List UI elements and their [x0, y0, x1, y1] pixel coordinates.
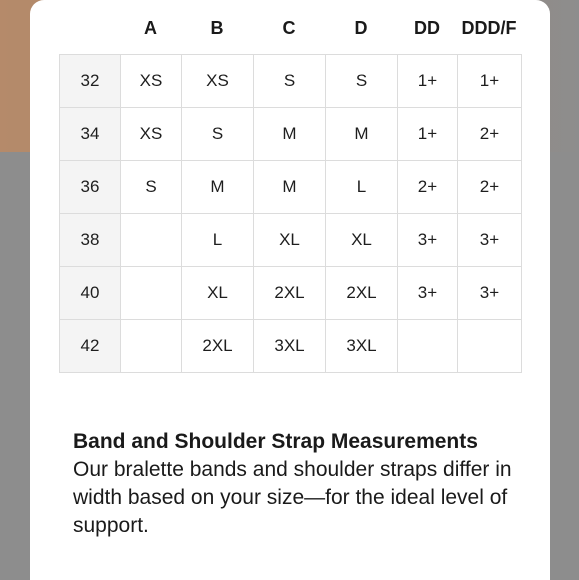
cup-header-row — [30, 14, 550, 42]
size-cell: XS — [121, 108, 182, 161]
table-row — [60, 320, 522, 373]
cup-header-dddf: DDD/F — [461, 18, 517, 38]
size-cell: 2+ — [458, 108, 522, 161]
size-cell: M — [254, 161, 326, 214]
size-cell: 3+ — [458, 267, 522, 320]
size-cell: 2XL — [254, 267, 326, 320]
size-cell: M — [254, 108, 326, 161]
size-cell: XL — [254, 214, 326, 267]
size-cell: S — [121, 161, 182, 214]
table-row — [60, 161, 522, 214]
table-row — [60, 108, 522, 161]
table-row — [60, 55, 522, 108]
measurements-section — [73, 428, 523, 540]
size-cell — [458, 320, 522, 373]
size-cell — [121, 320, 182, 373]
size-cell: L — [182, 214, 254, 267]
size-cell — [398, 320, 458, 373]
band-size-cell: 42 — [60, 320, 121, 373]
size-cell: 2+ — [398, 161, 458, 214]
size-cell: 3XL — [254, 320, 326, 373]
size-cell: L — [326, 161, 398, 214]
size-cell: XS — [121, 55, 182, 108]
size-cell: XS — [182, 55, 254, 108]
band-size-cell: 38 — [60, 214, 121, 267]
size-cell: 1+ — [398, 108, 458, 161]
size-cell: XL — [326, 214, 398, 267]
size-cell: 2+ — [458, 161, 522, 214]
size-cell: 3+ — [398, 267, 458, 320]
band-size-cell: 34 — [60, 108, 121, 161]
size-cell: 2XL — [182, 320, 254, 373]
measurements-heading: Band and Shoulder Strap Measurements — [73, 430, 478, 453]
size-cell — [121, 214, 182, 267]
size-cell: 1+ — [458, 55, 522, 108]
size-cell: 3+ — [458, 214, 522, 267]
band-size-cell: 40 — [60, 267, 121, 320]
measurements-description: Our bralette bands and shoulder straps differ in width based on your size—for the ideal level of support. — [73, 458, 512, 537]
size-cell: S — [182, 108, 254, 161]
size-cell: S — [254, 55, 326, 108]
size-cell: 3XL — [326, 320, 398, 373]
size-cell: S — [326, 55, 398, 108]
band-size-cell: 32 — [60, 55, 121, 108]
size-table — [59, 54, 522, 373]
table-row — [60, 214, 522, 267]
band-size-cell: 36 — [60, 161, 121, 214]
size-cell: M — [182, 161, 254, 214]
cup-header-a: A — [144, 18, 157, 38]
cup-header-d: D — [354, 18, 368, 38]
cup-header-c: C — [282, 18, 296, 38]
size-cell: 3+ — [398, 214, 458, 267]
cup-header-b: B — [210, 18, 224, 38]
size-guide-modal — [30, 0, 550, 580]
size-cell: 2XL — [326, 267, 398, 320]
size-cell — [121, 267, 182, 320]
size-cell: XL — [182, 267, 254, 320]
table-row — [60, 267, 522, 320]
size-cell: 1+ — [398, 55, 458, 108]
size-cell: M — [326, 108, 398, 161]
cup-header-dd: DD — [414, 18, 440, 38]
